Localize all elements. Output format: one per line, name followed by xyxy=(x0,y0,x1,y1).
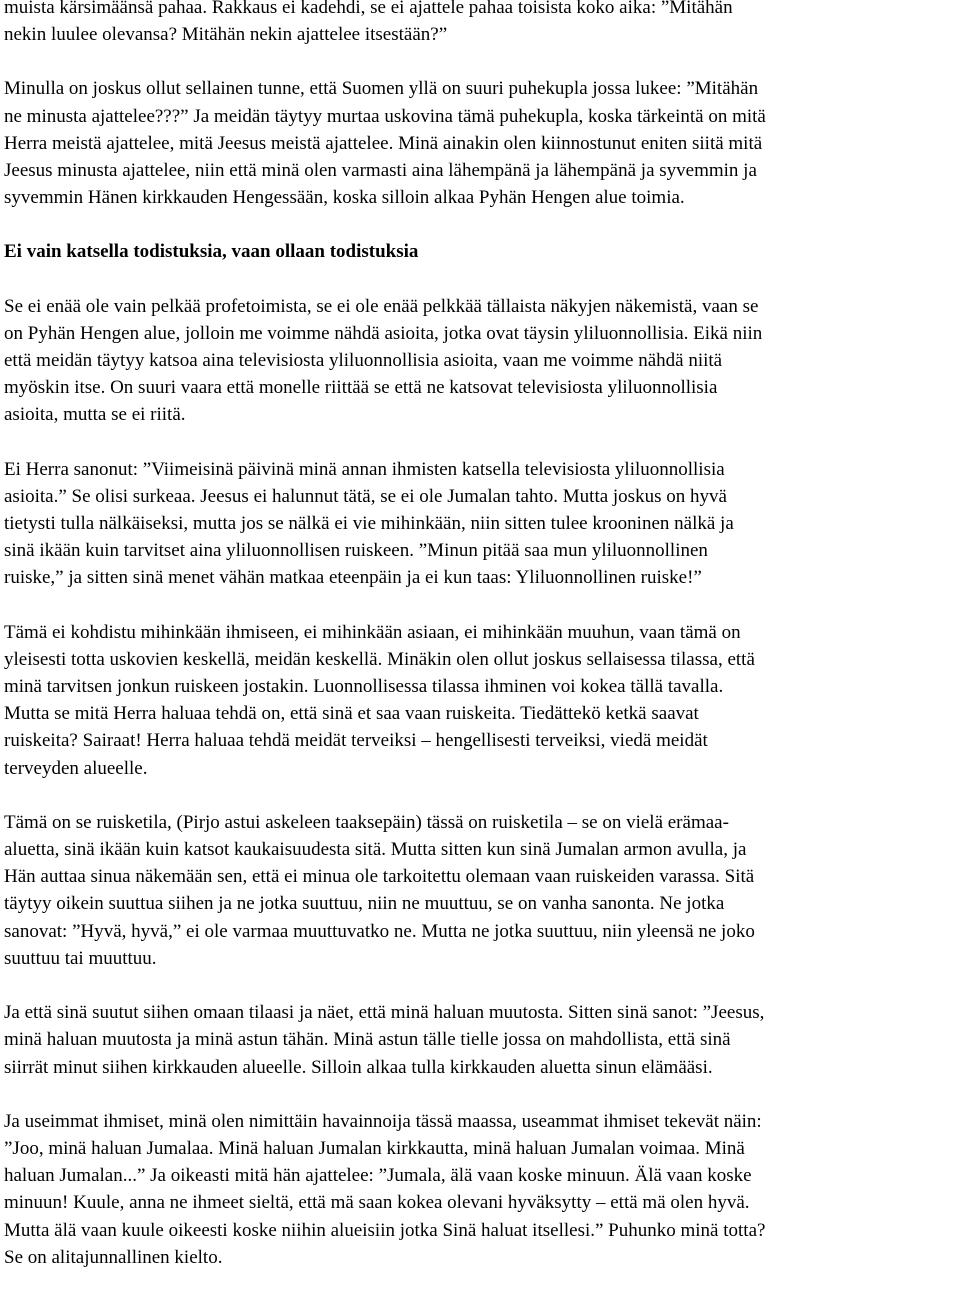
text-line: Ja että sinä suutut siihen omaan tilaasi ja näet, että minä haluan muutosta. Sitten sinä sanot: ”Jeesus, xyxy=(4,1002,765,1024)
text-line: minä tarvitsen jonkun ruiskeen jostakin. Luonnollisessa tilassa ihminen voi kokea tällä tavalla. xyxy=(4,676,724,698)
text-line: myöskin itse. On suuri vaara että monelle riittää se että ne katsovat televisiosta yliluonnollisia xyxy=(4,377,718,399)
section-heading: Ei vain katsella todistuksia, vaan ollaan todistuksia xyxy=(4,241,419,263)
section-paragraph-1 xyxy=(4,293,956,429)
text-line: ruiskeita? Sairaat! Herra haluaa tehdä meidät terveiksi – hengellisesti terveiksi, viedä meidät xyxy=(4,730,708,752)
text-line: sinä ikään kuin tarvitset aina yliluonnollisen ruiskeen. ”Minun pitää saa mun yliluonnollinen xyxy=(4,540,708,562)
text-line: yleisesti totta uskovien keskellä, meidän keskellä. Minäkin olen ollut joskus sellaisessa tilassa, että xyxy=(4,648,755,670)
text-line: asioita, mutta se ei riitä. xyxy=(4,404,186,426)
text-line: on Pyhän Hengen alue, jolloin me voimme nähdä asioita, jotka ovat täysin yliluonnollisia. Eikä niin xyxy=(4,322,763,344)
text-line: terveyden alueelle. xyxy=(4,757,148,779)
text-line: ”Joo, minä haluan Jumalaa. Minä haluan Jumalan kirkkautta, minä haluan Jumalan voimaa. Minä xyxy=(4,1137,745,1159)
text-line: tietysti tulla nälkäiseksi, mutta jos se nälkä ei vie mihinkään, niin sitten tulee krooninen nälkä ja xyxy=(4,513,734,535)
text-line: haluan Jumalan...” Ja oikeasti mitä hän ajattelee: ”Jumala, älä vaan koske minuun. Älä vaan koske xyxy=(4,1165,752,1187)
text-line: Se ei enää ole vain pelkää profetoimista, se ei ole enää pelkkää tällaista näkyjen näkemistä, vaan se xyxy=(4,295,759,317)
text-line: minuun! Kuule, anna ne ihmeet sieltä, että mä saan kokea olevani hyväksytty – että mä olen hyvä. xyxy=(4,1192,750,1214)
section-paragraph-4 xyxy=(4,809,956,972)
text-line: Tämä ei kohdistu mihinkään ihmiseen, ei mihinkään asiaan, ei mihinkään muuhun, vaan tämä on xyxy=(4,621,741,643)
text-line: Minulla on joskus ollut sellainen tunne, että Suomen yllä on suuri puhekupla jossa lukee: ”Mitähän xyxy=(4,78,759,100)
text-line: Se on alitajunnallinen kielto. xyxy=(4,1246,223,1268)
text-line: Ei Herra sanonut: ”Viimeisinä päivinä minä annan ihmisten katsella televisiosta yliluonnollisia xyxy=(4,458,725,480)
text-line: Jeesus minusta ajattelee, niin että minä olen varmasti aina lähempänä ja lähempänä ja syvemmin ja xyxy=(4,160,757,182)
section-paragraph-6 xyxy=(4,1108,956,1271)
paragraph-2 xyxy=(4,75,956,211)
text-line: muista kärsimäänsä pahaa. Rakkaus ei kadehdi, se ei ajattele pahaa toisista koko aika: ”Mitähän xyxy=(4,0,733,18)
text-line: Mutta älä vaan kuule oikeesti koske niihin alueisiin jotka Sinä haluat itsellesi.” Puhunko minä totta? xyxy=(4,1219,766,1241)
text-line: sanovat: ”Hyvä, hyvä,” ei ole varmaa muuttuvatko ne. Mutta ne jotka suuttuu, niin yleensä ne joko xyxy=(4,920,755,942)
section-paragraph-3 xyxy=(4,619,956,782)
text-line: suuttuu tai muuttuu. xyxy=(4,947,157,969)
text-line: aluetta, sinä ikään kuin katsot kaukaisuudesta sitä. Mutta sitten kun sinä Jumalan armon avulla, ja xyxy=(4,839,747,861)
text-line: Tämä on se ruisketila, (Pirjo astui askeleen taaksepäin) tässä on ruisketila – se on vielä erämaa- xyxy=(4,811,729,833)
text-line: siirrät minut siihen kirkkauden alueelle. Silloin alkaa tulla kirkkauden aluetta sinun elämääsi. xyxy=(4,1056,713,1078)
text-line: asioita.” Se olisi surkeaa. Jeesus ei halunnut tätä, se ei ole Jumalan tahto. Mutta joskus on hyvä xyxy=(4,485,727,507)
text-line: Hän auttaa sinua näkemään sen, että ei minua ole tarkoitettu olemaan vaan ruiskeiden varassa. Sitä xyxy=(4,866,755,888)
document-page xyxy=(4,0,956,1271)
paragraph-1 xyxy=(4,0,956,48)
text-line: Mutta se mitä Herra haluaa tehdä on, että sinä et saa vaan ruiskeita. Tiedättekö ketkä saavat xyxy=(4,703,699,725)
text-line: Ja useimmat ihmiset, minä olen nimittäin havainnoija tässä maassa, useammat ihmiset tekevät näin: xyxy=(4,1110,762,1132)
text-line: minä haluan muutosta ja minä astun tähän. Minä astun tälle tielle jossa on mahdollista, että sinä xyxy=(4,1029,731,1051)
section-paragraph-5 xyxy=(4,999,956,1081)
text-line: täytyy oikein suuttua siihen ja ne jotka suuttuu, niin ne muuttuu, se on vanha sanonta. Ne jotka xyxy=(4,893,725,915)
text-line: syvemmin Hänen kirkkauden Hengessään, koska silloin alkaa Pyhän Hengen alue toimia. xyxy=(4,187,685,209)
text-line: ruiske,” ja sitten sinä menet vähän matkaa eteenpäin ja ei kun taas: Yliluonnollinen ruiske!” xyxy=(4,567,702,589)
text-line: Herra meistä ajattelee, mitä Jeesus meistä ajattelee. Minä ainakin olen kiinnostunut eniten siitä mitä xyxy=(4,132,763,154)
section-paragraph-2 xyxy=(4,456,956,592)
text-line: ne minusta ajattelee???” Ja meidän täytyy murtaa uskovina tämä puhekupla, koska tärkeintä on mitä xyxy=(4,105,766,127)
text-line: että meidän täytyy katsoa aina televisiosta yliluonnollisia asioita, vaan me voimme nähdä niitä xyxy=(4,350,723,372)
text-line: nekin luulee olevansa? Mitähän nekin ajattelee itsestään?” xyxy=(4,24,448,46)
